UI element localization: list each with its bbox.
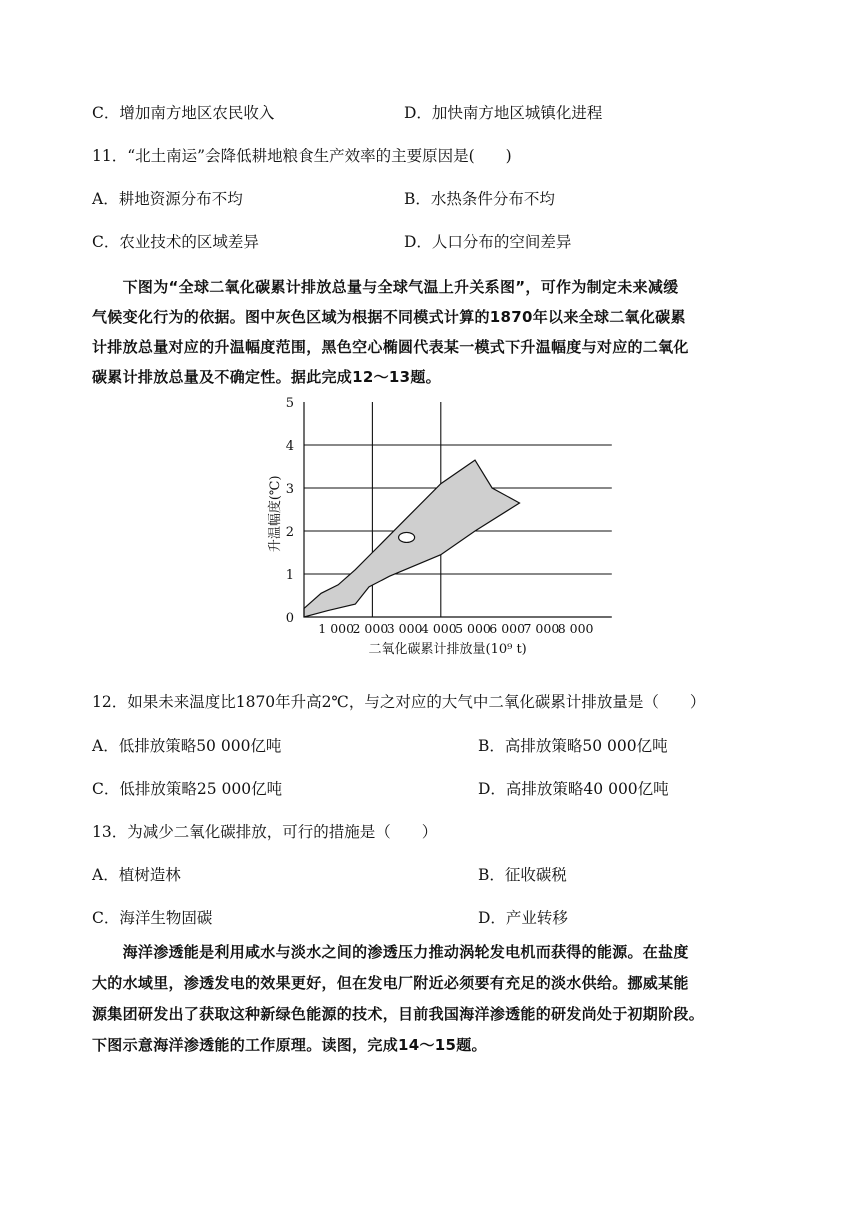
- x-tick-label: 7 000: [523, 621, 560, 636]
- y-tick-label: 2: [285, 525, 294, 540]
- q12-option-c: C．低排放策略25 000亿吨: [92, 780, 283, 798]
- q13-option-a: A．植树造林: [92, 866, 181, 884]
- intro-line: 海洋渗透能是利用咸水与淡水之间的渗透压力推动涡轮发电机而获得的能源。在盐度: [92, 943, 689, 961]
- x-tick-label: 1 000: [318, 621, 355, 636]
- q12-option-b: B．高排放策略50 000亿吨: [478, 737, 668, 755]
- q12-option-d: D．高排放策略40 000亿吨: [478, 780, 669, 798]
- q13-option-c: C．海洋生物固碳: [92, 909, 213, 927]
- q10-option-c: C．增加南方地区农民收入: [92, 104, 275, 122]
- y-tick-label: 4: [285, 439, 294, 454]
- q13-option-d: D．产业转移: [478, 909, 568, 927]
- model-ellipse: [399, 532, 415, 542]
- y-tick-labels: [286, 396, 294, 626]
- q11-option-a: A．耕地资源分布不均: [92, 190, 243, 208]
- y-tick-label: 3: [285, 482, 294, 497]
- intro-line: 计排放总量对应的升温幅度范围，黑色空心椭圆代表某一模式下升温幅度与对应的二氧化: [92, 338, 689, 356]
- x-tick-label: 8 000: [557, 621, 594, 636]
- q11-stem: 11．“北土南运”会降低耕地粮食生产效率的主要原因是( ): [92, 147, 512, 165]
- intro-line: 源集团研发出了获取这种新绿色能源的技术，目前我国海洋渗透能的研发尚处于初期阶段。: [92, 1005, 705, 1023]
- y-tick-label: 5: [285, 396, 294, 411]
- q13-option-b: B．征收碳税: [478, 866, 567, 884]
- x-tick-labels: [318, 621, 593, 636]
- q12-option-a: A．低排放策略50 000亿吨: [92, 737, 282, 755]
- x-tick-label: 4 000: [420, 621, 457, 636]
- co2-temperature-chart: [262, 392, 622, 662]
- intro-line: 气候变化行为的依据。图中灰色区域为根据不同模式计算的1870年以来全球二氧化碳累: [92, 308, 686, 326]
- intro-line: 碳累计排放总量及不确定性。据此完成12～13题。: [92, 368, 441, 386]
- y-axis-label: 升温幅度(℃): [268, 475, 283, 553]
- intro-line: 下图示意海洋渗透能的工作原理。读图，完成14～15题。: [92, 1036, 487, 1054]
- intro-line: 下图为“全球二氧化碳累计排放总量与全球气温上升关系图”，可作为制定未来减缓: [92, 278, 679, 296]
- q10-option-d: D．加快南方地区城镇化进程: [404, 104, 603, 122]
- intro-paragraph-12-13: [92, 272, 782, 392]
- y-tick-label: 1: [285, 568, 294, 583]
- q13-stem: 13．为减少二氧化碳排放，可行的措施是（ ）: [92, 823, 438, 841]
- x-tick-label: 2 000: [352, 621, 389, 636]
- y-tick-label: 0: [285, 611, 294, 626]
- x-tick-label: 6 000: [489, 621, 526, 636]
- x-axis-label: 二氧化碳累计排放量(10⁹ t): [368, 642, 527, 657]
- q11-option-c: C．农业技术的区域差异: [92, 233, 259, 251]
- q11-option-d: D．人口分布的空间差异: [404, 233, 572, 251]
- intro-line: 大的水域里，渗透发电的效果更好，但在发电厂附近必须要有充足的淡水供给。挪威某能: [92, 974, 689, 992]
- x-tick-label: 3 000: [386, 621, 423, 636]
- q12-stem: 12．如果未来温度比1870年升高2℃，与之对应的大气中二氧化碳累计排放量是（ ）: [92, 693, 706, 711]
- q11-option-b: B．水热条件分布不均: [404, 190, 555, 208]
- intro-paragraph-14-15: [92, 937, 782, 1061]
- x-tick-label: 5 000: [455, 621, 491, 636]
